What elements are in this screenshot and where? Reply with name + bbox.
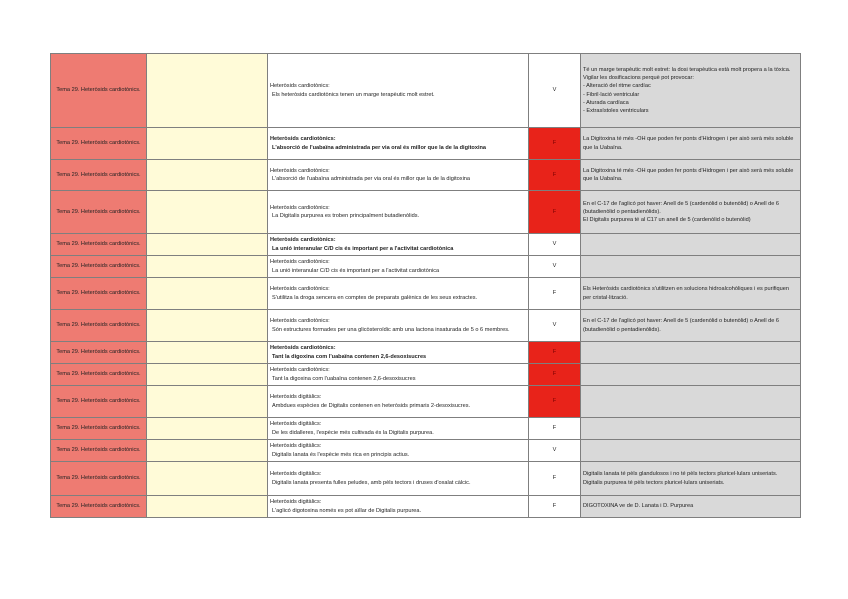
question-cell <box>268 386 529 418</box>
question-text: L'aglicó digotoxina només es pot aïllar de Digitalis purpurea. <box>272 507 422 514</box>
explanation-line: En el C-17 de l'aglicó pot haver: Anell de 5 (cardenòlid o butenòlid) o Anell de 6 (butadienòlid o pentadienòlids). <box>583 200 780 215</box>
explanation-cell <box>581 160 801 191</box>
explanation-cell <box>581 462 801 496</box>
topic-cell: Tema 29. Heteròsids cardiotònics. <box>51 234 147 256</box>
student-answer-cell[interactable] <box>147 256 268 278</box>
topic-cell: Tema 29. Heteròsids cardiotònics. <box>51 278 147 310</box>
table-row <box>51 191 801 234</box>
explanation-line: La Digitoxina té més -OH que poden fer ponts d'Hidrogen i per això serà més soluble que la Uabaïna. <box>583 167 794 182</box>
explanation-line: - Extrasístoles ventriculars <box>583 107 649 114</box>
explanation-cell <box>581 234 801 256</box>
topic-cell: Tema 29. Heteròsids cardiotònics. <box>51 128 147 160</box>
quiz-table-body <box>51 54 801 518</box>
student-answer-cell[interactable] <box>147 386 268 418</box>
explanation-line: Digitalis lanata té pèls glandulosos i no té pèls tectors pluricel·lulars uniseriats. <box>583 471 778 478</box>
table-row <box>51 342 801 364</box>
table-row <box>51 278 801 310</box>
question-cell <box>268 234 529 256</box>
question-heading: Heteròsids digitàlics: <box>270 443 322 450</box>
question-text: Tant la digoxina com l'uabaïna contenen 2,6-desoxisucres <box>272 375 416 382</box>
question-cell <box>268 128 529 160</box>
student-answer-cell[interactable] <box>147 234 268 256</box>
table-row <box>51 418 801 440</box>
question-heading: Heteròsids cardiotònics: <box>270 286 330 293</box>
quiz-table <box>50 53 801 518</box>
student-answer-cell[interactable] <box>147 462 268 496</box>
answer-cell: F <box>529 496 581 518</box>
question-heading: Heteròsids cardiotònics: <box>270 167 330 174</box>
explanation-line: La Digitoxina té més -OH que poden fer ponts d'Hidrogen i per això serà més soluble que la Uabaïna. <box>583 136 794 151</box>
question-cell <box>268 418 529 440</box>
student-answer-cell[interactable] <box>147 496 268 518</box>
topic-cell: Tema 29. Heteròsids cardiotònics. <box>51 364 147 386</box>
table-row <box>51 440 801 462</box>
table-row <box>51 364 801 386</box>
explanation-line: - Fibril·lació ventricular <box>583 91 640 98</box>
question-cell <box>268 256 529 278</box>
student-answer-cell[interactable] <box>147 191 268 234</box>
student-answer-cell[interactable] <box>147 364 268 386</box>
explanation-line: DIGOTOXINA ve de D. Lanata i D. Purpurea <box>583 503 694 510</box>
explanation-cell <box>581 440 801 462</box>
question-text: Són estructures formades per una glicòsteroïdic amb una lactona insaturada de 5 o 6 membres. <box>272 326 510 333</box>
topic-cell: Tema 29. Heteròsids cardiotònics. <box>51 191 147 234</box>
question-text: Digitalis lanata és l'espècie més rica en principis actius. <box>272 451 410 458</box>
question-text: Tant la digoxina com l'uabaïna contenen 2,6-desoxisucres <box>272 353 427 360</box>
table-row <box>51 386 801 418</box>
explanation-cell <box>581 364 801 386</box>
answer-cell: F <box>529 418 581 440</box>
answer-cell: F <box>529 160 581 191</box>
question-text: S'utilitza la droga sencera en comptes de preparats galènics de les seus extractes. <box>272 294 478 301</box>
question-heading: Heteròsids cardiotònics: <box>270 259 330 266</box>
explanation-cell <box>581 310 801 342</box>
topic-cell: Tema 29. Heteròsids cardiotònics. <box>51 256 147 278</box>
table-row <box>51 128 801 160</box>
question-text: Els heteròsids cardiotònics tenen un marge terapèutic molt estret. <box>272 91 435 98</box>
question-text: La unió interanular C/D cis és important per a l'activitat cardiotònica <box>272 267 440 274</box>
explanation-cell <box>581 418 801 440</box>
question-heading: Heteròsids cardiotònics: <box>270 367 330 374</box>
explanation-line: - Aturada cardíaca <box>583 99 629 106</box>
answer-cell: V <box>529 234 581 256</box>
answer-cell: V <box>529 440 581 462</box>
topic-cell: Tema 29. Heteròsids cardiotònics. <box>51 496 147 518</box>
explanation-cell <box>581 342 801 364</box>
question-cell <box>268 496 529 518</box>
answer-cell: F <box>529 278 581 310</box>
question-text: De les didalleres, l'espècie més cultivada és la Digitalis purpurea. <box>272 429 434 436</box>
question-heading: Heteròsids digitàlics: <box>270 471 322 478</box>
topic-cell: Tema 29. Heteròsids cardiotònics. <box>51 386 147 418</box>
answer-cell: F <box>529 342 581 364</box>
question-heading: Heteròsids cardiotònics: <box>270 345 336 352</box>
table-row <box>51 160 801 191</box>
student-answer-cell[interactable] <box>147 160 268 191</box>
explanation-line: Té un marge terapèutic molt estret: la dosi terapèutica està molt propera a la tòxica. Vigilar les dosificacions perquè pot provocar: <box>583 67 791 82</box>
question-text: L'absorció de l'uabaïna administrada per via oral és millor que la de la digitoxina <box>272 144 487 151</box>
answer-cell: F <box>529 128 581 160</box>
explanation-cell <box>581 386 801 418</box>
student-answer-cell[interactable] <box>147 128 268 160</box>
question-heading: Heteròsids cardiotònics: <box>270 318 330 325</box>
topic-cell: Tema 29. Heteròsids cardiotònics. <box>51 418 147 440</box>
question-heading: Heteròsids digitàlics: <box>270 421 322 428</box>
answer-cell: F <box>529 364 581 386</box>
question-cell <box>268 160 529 191</box>
table-row <box>51 54 801 128</box>
topic-cell: Tema 29. Heteròsids cardiotònics. <box>51 54 147 128</box>
topic-cell: Tema 29. Heteròsids cardiotònics. <box>51 310 147 342</box>
student-answer-cell[interactable] <box>147 54 268 128</box>
answer-cell: F <box>529 386 581 418</box>
answer-cell: F <box>529 462 581 496</box>
explanation-line: El Digitalis purpurea té al C17 un anell de 5 (cardenòlid o butenòlid) <box>583 217 751 224</box>
table-row <box>51 310 801 342</box>
explanation-line: - Alteració del ritme cardíac <box>583 83 651 90</box>
explanation-cell <box>581 496 801 518</box>
question-text: La Digitalis purpurea es troben principalment butadienòlids. <box>272 213 420 219</box>
table-row <box>51 256 801 278</box>
student-answer-cell[interactable] <box>147 440 268 462</box>
explanation-line: Digitalis purpurea té pèls tectors pluricel·lulars uniseriats. <box>583 479 725 486</box>
student-answer-cell[interactable] <box>147 342 268 364</box>
question-heading: Heteròsids cardiotònics: <box>270 237 336 244</box>
answer-cell: V <box>529 310 581 342</box>
question-text: La unió interanular C/D cis és important per a l'activitat cardiotònica <box>272 245 454 252</box>
question-cell <box>268 364 529 386</box>
student-answer-cell[interactable] <box>147 278 268 310</box>
explanation-cell <box>581 256 801 278</box>
answer-cell: V <box>529 54 581 128</box>
question-heading: Heteròsids digitàlics: <box>270 394 322 401</box>
table-row <box>51 496 801 518</box>
explanation-cell <box>581 191 801 234</box>
question-cell <box>268 54 529 128</box>
question-cell <box>268 440 529 462</box>
question-heading: Heteròsids digitàlics: <box>270 499 322 506</box>
question-heading: Heteròsids cardiotònics: <box>270 204 330 211</box>
topic-cell: Tema 29. Heteròsids cardiotònics. <box>51 440 147 462</box>
question-text: Ambdues espècies de Digitalis contenen en heteròsids primaris 2-desoxisucres. <box>272 402 471 409</box>
question-heading: Heteròsids cardiotònics: <box>270 83 330 90</box>
explanation-cell <box>581 278 801 310</box>
question-text: Digitalis lanata presenta fulles peludes, amb pèls tectors i druses d'oxalat càlcic. <box>272 479 471 486</box>
question-cell <box>268 278 529 310</box>
question-heading: Heteròsids cardiotònics: <box>270 136 336 143</box>
student-answer-cell[interactable] <box>147 310 268 342</box>
question-text: L'absorció de l'uabaïna administrada per via oral és millor que la de la digitoxina <box>272 176 471 182</box>
topic-cell: Tema 29. Heteròsids cardiotònics. <box>51 342 147 364</box>
student-answer-cell[interactable] <box>147 418 268 440</box>
answer-cell: F <box>529 191 581 234</box>
topic-cell: Tema 29. Heteròsids cardiotònics. <box>51 462 147 496</box>
table-row <box>51 462 801 496</box>
question-cell <box>268 342 529 364</box>
question-cell <box>268 191 529 234</box>
explanation-line: En el C-17 de l'aglicó pot haver: Anell de 5 (cardenòlid o butenòlid) o Anell de 6 (butadienòlid o pentadienòlids). <box>583 318 780 333</box>
explanation-cell <box>581 54 801 128</box>
question-cell <box>268 310 529 342</box>
explanation-cell <box>581 128 801 160</box>
question-cell <box>268 462 529 496</box>
table-row <box>51 234 801 256</box>
explanation-line: Els Heteròsids cardiotònics s'utilitzen en solucions hidroalcohòliques i es purifiquen per cristal·lització. <box>583 286 789 301</box>
topic-cell: Tema 29. Heteròsids cardiotònics. <box>51 160 147 191</box>
answer-cell: V <box>529 256 581 278</box>
